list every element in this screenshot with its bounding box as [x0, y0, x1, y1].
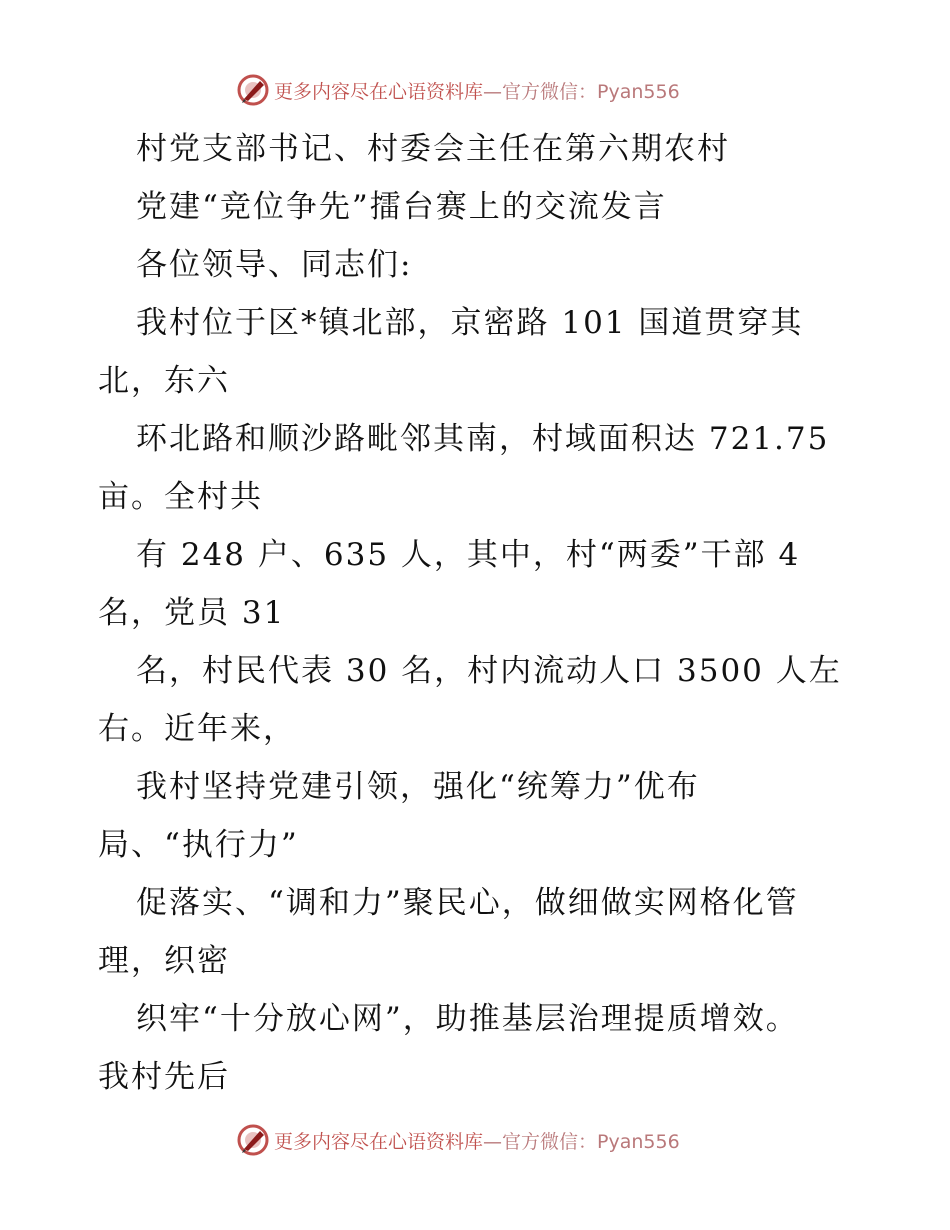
paragraph-line: 亩。全村共: [98, 479, 263, 515]
salutation: 各位领导、同志们:: [136, 247, 413, 283]
title-line-2: 党建“竞位争先”擂台赛上的交流发言: [136, 189, 667, 225]
paragraph-line: 理，织密: [98, 943, 230, 979]
paragraph-line: 环北路和顺沙路毗邻其南，村域面积达 721.75: [136, 421, 830, 457]
footer-banner: [236, 1123, 680, 1157]
paragraph-line: 我村坚持党建引领，强化“统筹力”优布: [136, 769, 700, 805]
paragraph-line: 我村先后: [98, 1059, 230, 1095]
paragraph-line: 局、“执行力”: [98, 827, 299, 863]
paragraph-line: 右。近年来，: [98, 711, 296, 747]
paragraph-line: 北，东六: [98, 363, 230, 399]
banner-text: [274, 77, 680, 104]
paragraph-line: 促落实、“调和力”聚民心，做细做实网格化管: [136, 885, 799, 921]
banner-wechat-contact: —官方微信：Pyan556: [483, 1130, 680, 1153]
banner-text: [274, 1127, 680, 1154]
paragraph-line: 有 248 户、635 人，其中，村“两委”干部 4: [136, 537, 801, 573]
paragraph-line: 名，村民代表 30 名，村内流动人口 3500 人左: [136, 653, 842, 689]
header-banner: [236, 73, 680, 107]
document-body: [98, 120, 868, 1106]
banner-library-name: 更多内容尽在心语资料库: [274, 80, 484, 103]
banner-wechat-contact: —官方微信：Pyan556: [483, 80, 680, 103]
pen-in-circle-icon: [236, 73, 270, 107]
paragraph-line: 名，党员 31: [98, 595, 286, 631]
banner-library-name: 更多内容尽在心语资料库: [274, 1130, 484, 1153]
paragraph-line: 织牢“十分放心网”，助推基层治理提质增效。: [136, 1001, 799, 1037]
title-line-1: 村党支部书记、村委会主任在第六期农村: [136, 131, 730, 167]
paragraph-line: 我村位于区*镇北部，京密路 101 国道贯穿其: [136, 305, 804, 341]
pen-in-circle-icon: [236, 1123, 270, 1157]
